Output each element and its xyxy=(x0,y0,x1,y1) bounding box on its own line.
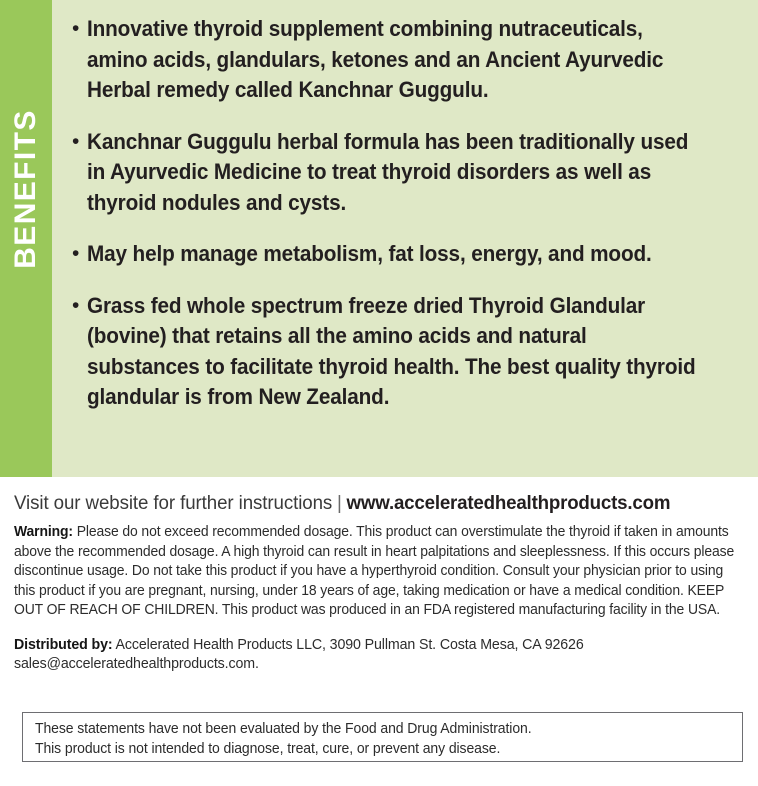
bullet-icon: • xyxy=(72,242,80,265)
warning-body: Please do not exceed recommended dosage. This product can overstimulate the thyroid if taken in amounts above the recommended dosage. A high thyroid can result in heart palpitations and sleeplessness. If this occurs please discontinue usage. Do not take this product if you have a hyperthyroid condition. Consult your physician prior to using this product if you are pregnant, nursing, under 18 years of age, taking medication or have a medical condition. KEEP OUT OF REACH OF CHILDREN. This product was produced in an FDA registered manufacturing facility in the USA. xyxy=(14,524,735,619)
warning-paragraph xyxy=(14,523,746,621)
website-line xyxy=(14,491,717,515)
list-item xyxy=(72,239,748,270)
list-item xyxy=(72,127,748,219)
fda-disclaimer-box xyxy=(22,712,743,762)
bullet-icon: • xyxy=(72,17,80,40)
website-separator: | xyxy=(336,492,342,514)
distributor-label: Distributed by: xyxy=(14,636,113,653)
distributor-email[interactable]: sales@acceleratedhealthproducts.com. xyxy=(14,656,259,673)
benefit-text: May help manage metabolism, fat loss, energy, and mood. xyxy=(87,241,652,266)
benefits-sidebar-label: BENEFITS xyxy=(9,109,42,269)
list-item xyxy=(72,291,748,413)
bullet-icon: • xyxy=(72,293,80,317)
warning-label: Warning: xyxy=(14,524,73,540)
benefits-sidebar xyxy=(0,0,52,477)
disclaimer-line-1: These statements have not been evaluated by the Food and Drug Administration. xyxy=(35,721,532,737)
distributor-address: Accelerated Health Products LLC, 3090 Pullman St. Costa Mesa, CA 92626 xyxy=(112,636,584,653)
list-item xyxy=(72,14,748,106)
benefit-text: Grass fed whole spectrum freeze dried Thyroid Glandular (bovine) that retains all the amino acids and natural substances to facilitate thyroid health. The best quality thyroid glandular is from New Zealand. xyxy=(87,292,696,409)
bullet-icon: • xyxy=(72,129,80,153)
distributor-block xyxy=(14,636,746,676)
label-footer xyxy=(0,477,758,675)
website-url-link[interactable]: www.acceleratedhealthproducts.com xyxy=(346,492,671,514)
disclaimer-line-2: This product is not intended to diagnose, treat, cure, or prevent any disease. xyxy=(35,740,501,757)
website-prefix-text: Visit our website for further instructions xyxy=(14,492,333,514)
benefit-text: Kanchnar Guggulu herbal formula has been traditionally used in Ayurvedic Medicine to treat thyroid disorders as well as thyroid nodules and cysts. xyxy=(87,128,689,215)
benefits-list xyxy=(52,0,758,477)
benefit-text: Innovative thyroid supplement combining nutraceuticals, amino acids, glandulars, ketones and an Ancient Ayurvedic Herbal remedy called Kanchnar Guggulu. xyxy=(87,16,664,102)
